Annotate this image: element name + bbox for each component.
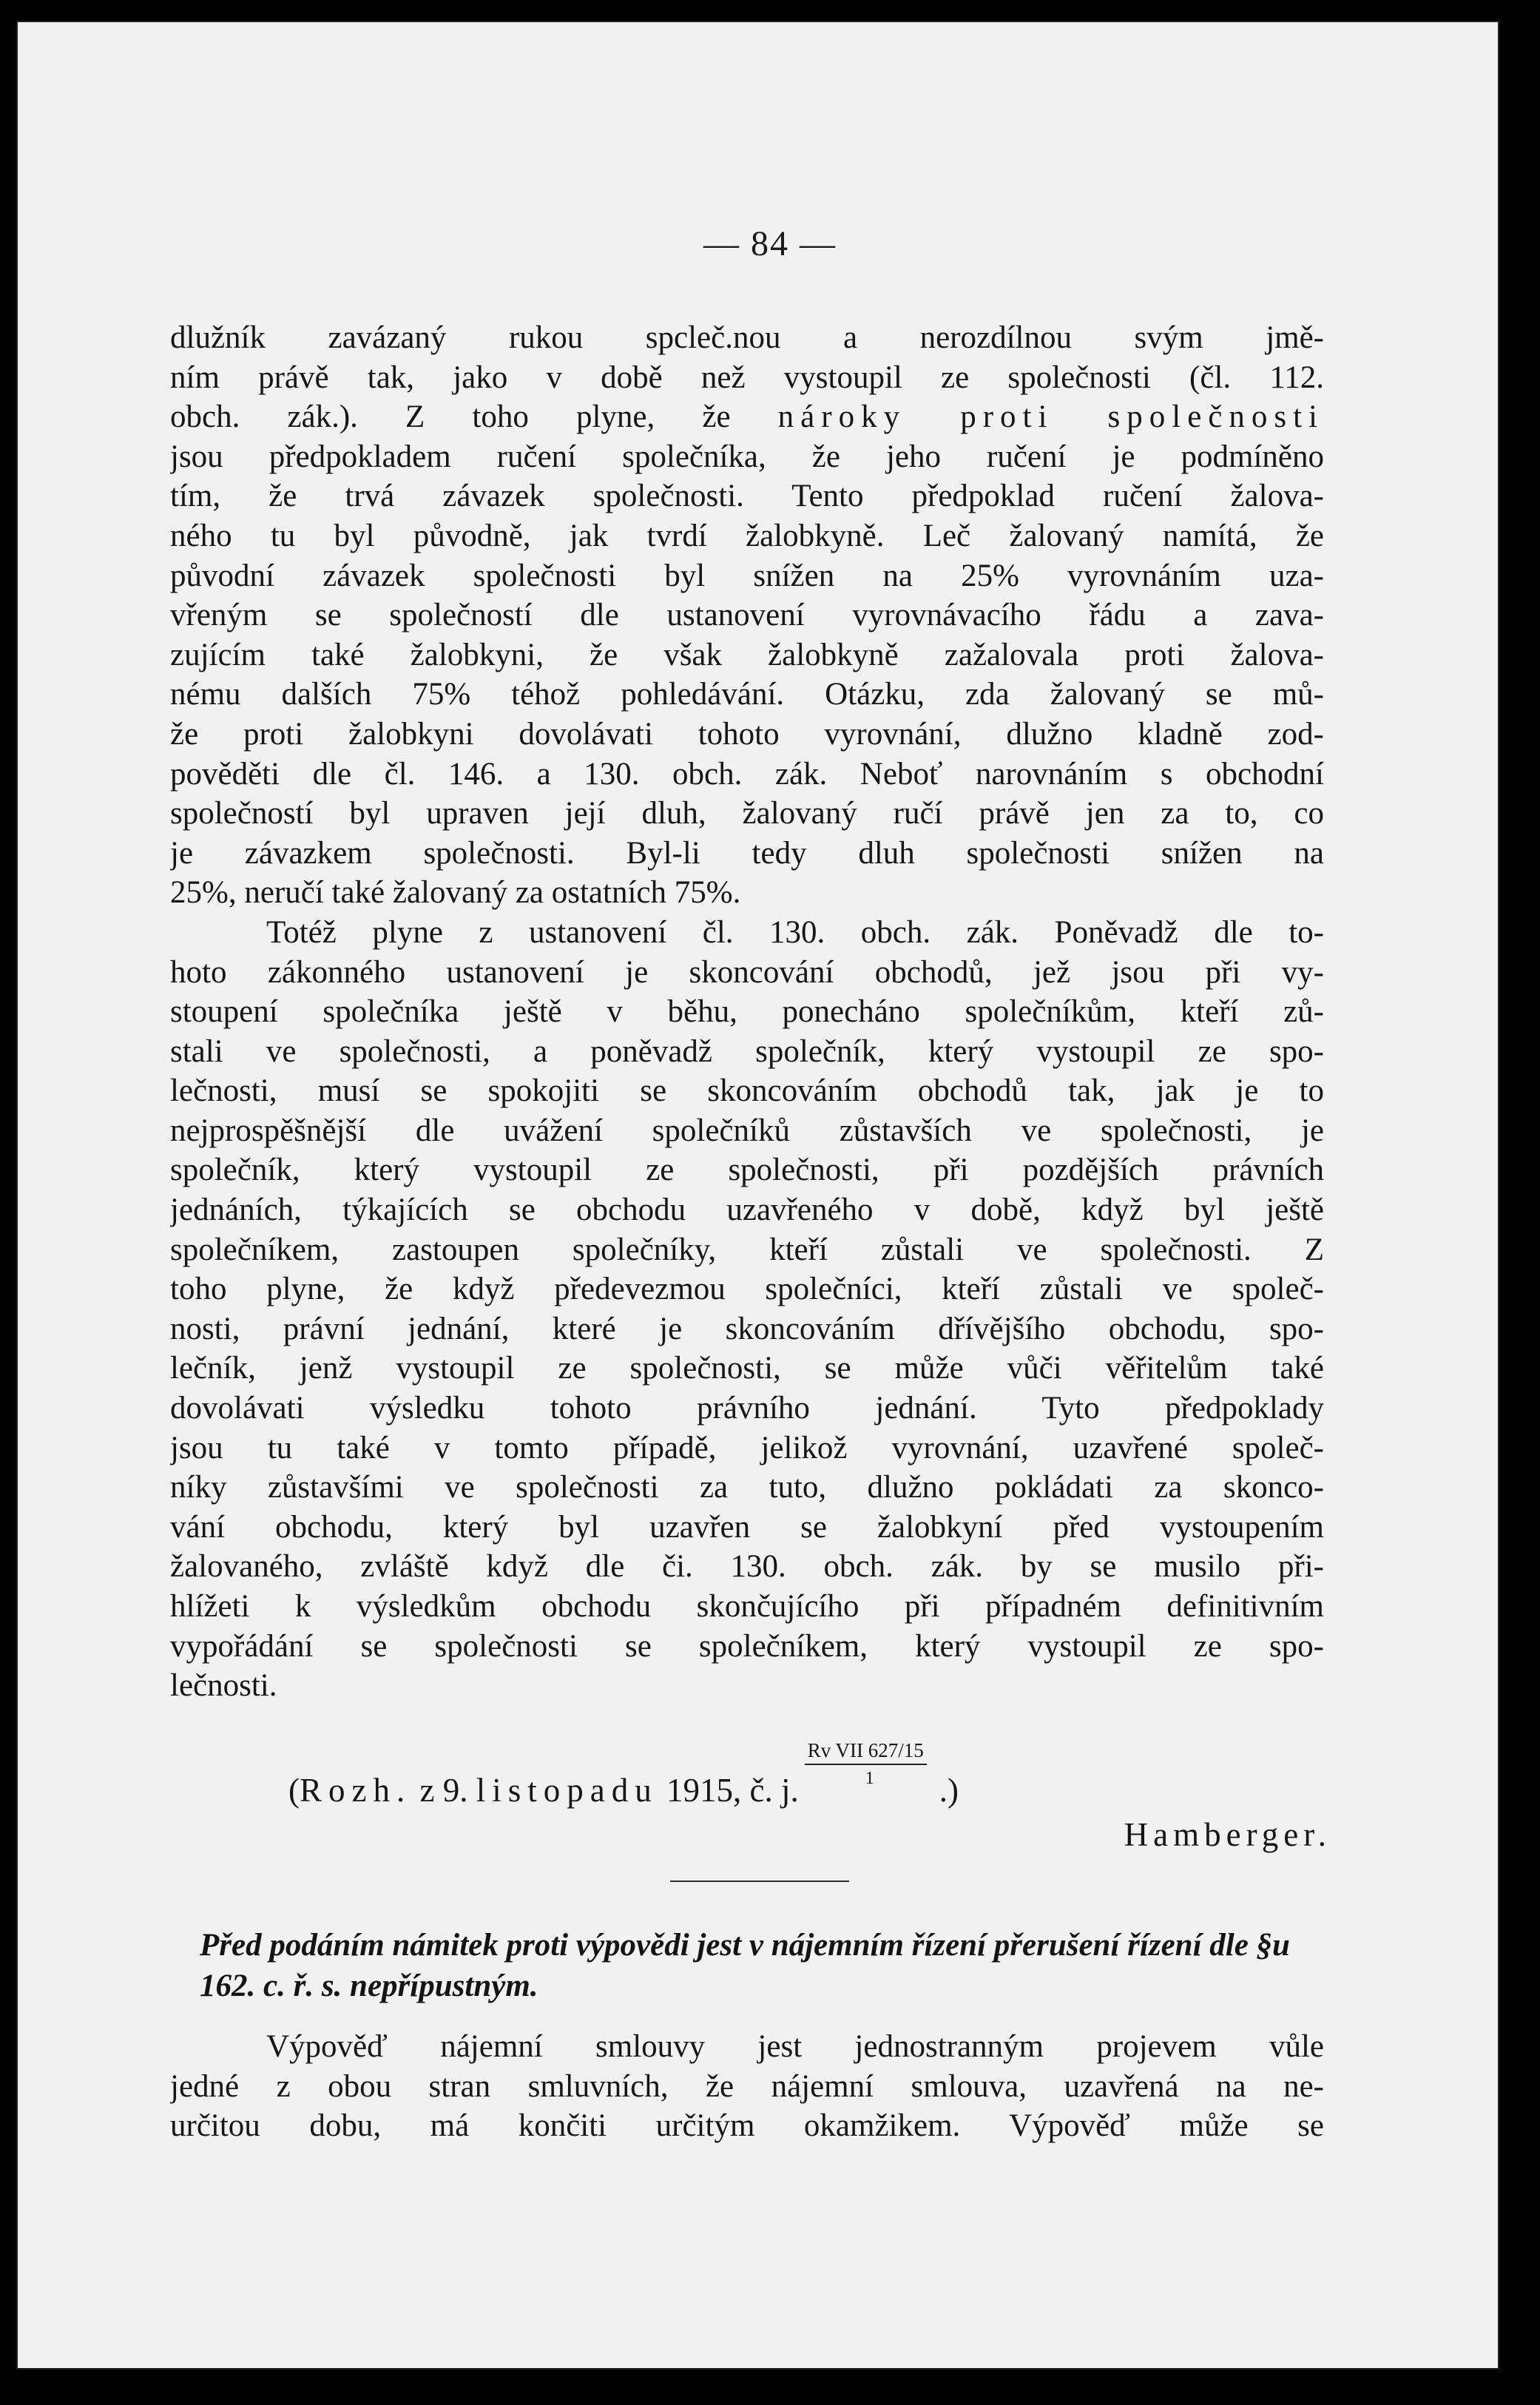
text-line: zujícím také žalobkyni, že však žalobkyně zažalovala proti žalova- xyxy=(170,637,1324,672)
text-line: vřeným se společností dle ustanovení vyrovnávacího řádu a zava- xyxy=(170,598,1324,633)
text-line: hoto zákonného ustanovení je skoncování obchodů, jež jsou při vy- xyxy=(170,954,1324,990)
text-line: původní závazek společnosti byl snížen na 25% vyrovnáním uza- xyxy=(170,558,1324,593)
text-line: je závazkem společnosti. Byl-li tedy dluh společnosti snížen na xyxy=(170,835,1324,871)
text-line: společníkem, zastoupen společníky, kteří zůstali ve společnosti. Z xyxy=(170,1232,1324,1267)
text-line: určitou dobu, má končiti určitým okamžikem. Výpověď může se xyxy=(170,2108,1324,2144)
text-line: stoupení společníka ještě v běhu, ponecháno společníkům, kteří zů- xyxy=(170,994,1324,1030)
fraction-denominator: 1 xyxy=(865,1769,874,1788)
court-citation xyxy=(288,1739,959,1809)
headnote: Před podáním námitek proti výpovědi jest v nájemním řízení přerušení řízení dle §u 162. c. ř. s. nepřípustným. xyxy=(200,1928,1290,2003)
text-line: že proti žalobkyni dovolávati tohoto vyrovnání, dlužno kladně zod- xyxy=(170,716,1324,752)
text-line: jedné z obou stran smluvních, že nájemní smlouva, uzavřená na ne- xyxy=(170,2068,1324,2104)
paragraph-3 xyxy=(170,2027,1324,2146)
text-line: lečník, jenž vystoupil ze společnosti, se může vůči věřitelům také xyxy=(170,1351,1324,1386)
spaced-emphasis: nároky proti společnosti xyxy=(777,399,1324,435)
text-line: pověděti dle čl. 146. a 130. obch. zák. Neboť narovnáním s obchodní xyxy=(170,756,1324,792)
page-number: — 84 — xyxy=(703,224,837,263)
citation-fraction xyxy=(799,1739,939,1801)
text-line: toho plyne, že když předevezmou společníci, kteří zůstali ve společ- xyxy=(170,1272,1324,1307)
text-line: nému dalších 75% téhož pohledávání. Otázku, zda žalovaný se mů- xyxy=(170,677,1324,712)
text-fragment: obch. zák.). Z toho plyne, že xyxy=(170,399,778,435)
text-line: společník, který vystoupil ze společnosti, při pozdějších právních xyxy=(170,1153,1324,1188)
text-line: stali ve společnosti, a poněvadž společník, který vystoupil ze spo- xyxy=(170,1033,1324,1069)
paragraph-1 xyxy=(170,318,1324,1706)
text-line: ného tu byl původně, jak tvrdí žalobkyně. Leč žalovaný namítá, že xyxy=(170,518,1324,553)
text-line: nosti, právní jednání, které je skoncováním dřívějšího obchodu, spo- xyxy=(170,1311,1324,1346)
text-line: žalovaného, zvláště když dle či. 130. obch. zák. by se musilo při- xyxy=(170,1549,1324,1585)
text-line: Výpověď nájemní smlouvy jest jednostranným projevem vůle xyxy=(266,2029,1324,2064)
text-line: tím, že trvá závazek společnosti. Tento předpoklad ručení žalova- xyxy=(170,479,1324,514)
text-line: dlužník zavázaný rukou spcleč.nou a nerozdílnou svým jmě- xyxy=(170,320,1324,355)
text-line: vypořádání se společnosti se společníkem, který vystoupil ze spo- xyxy=(170,1628,1324,1664)
text-line: jsou tu také v tomto případě, jelikož vyrovnání, uzavřené společ- xyxy=(170,1430,1324,1465)
citation-date: z 9. xyxy=(411,1772,476,1809)
text-line: níky zůstavšími ve společnosti za tuto, dlužno pokládati za skonco- xyxy=(170,1470,1324,1505)
author-signature: Hamberger. xyxy=(1124,1816,1331,1853)
text-line: společností byl upraven její dluh, žalovaný ručí právě jen za to, co xyxy=(170,796,1324,832)
text-line: 25%, neručí také žalovaný za ostatních 75%. xyxy=(170,875,741,911)
fraction-numerator: Rv VII 627/15 xyxy=(805,1739,927,1765)
text-line: nejprospěšnější dle uvážení společníků zůstavších ve společnosti, je xyxy=(170,1113,1324,1148)
text-line: ním právě tak, jako v době než vystoupil ze společnosti (čl. 112. xyxy=(170,360,1324,395)
citation-month: listopadu xyxy=(476,1772,658,1809)
citation-close: .) xyxy=(939,1772,959,1809)
text-line: jsou předpokladem ručení společníka, že jeho ručení je podmíněno xyxy=(170,439,1324,474)
text-line: Totéž plyne z ustanovení čl. 130. obch. zák. Poněvadž dle to- xyxy=(266,914,1324,950)
text-line: lečnosti. xyxy=(170,1668,277,1704)
text-line: hlížeti k výsledkům obchodu skončujícího při případném definitivním xyxy=(170,1589,1324,1624)
citation-year: 1915, č. j. xyxy=(658,1772,799,1809)
scan-edge-right xyxy=(1499,0,1540,2405)
citation-open: ( xyxy=(288,1772,300,1809)
text-line: lečnosti, musí se spokojiti se skoncováním obchodů tak, jak je to xyxy=(170,1073,1324,1109)
text-line-spaced xyxy=(170,397,1324,437)
text-line: jednáních, týkajících se obchodu uzavřeného v době, když byl ještě xyxy=(170,1193,1324,1228)
section-divider xyxy=(670,1881,849,1882)
citation-prefix: Rozh. xyxy=(300,1772,412,1809)
text-line: dovolávati výsledku tohoto právního jednání. Tyto předpoklady xyxy=(170,1391,1324,1426)
text-line: vání obchodu, který byl uzavřen se žalobkyní před vystoupením xyxy=(170,1509,1324,1545)
